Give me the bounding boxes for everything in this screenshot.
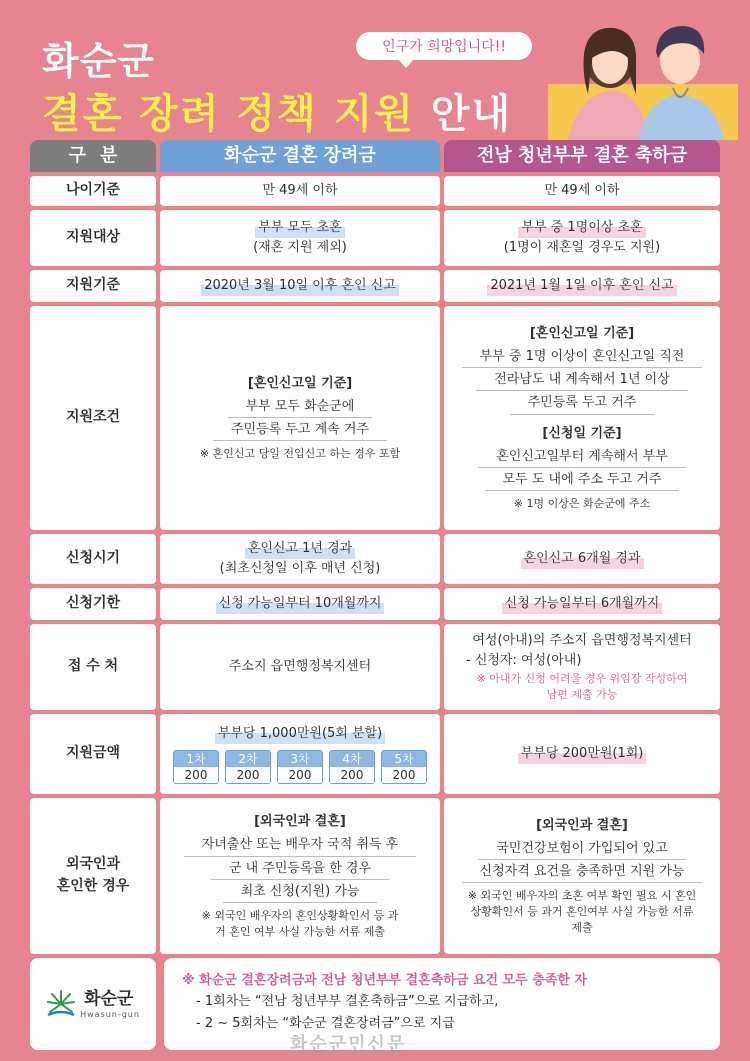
condition-col2-line2: 전라남도 내 계속해서 1년 이상 [476, 370, 688, 391]
row-label: 지원금액 [30, 714, 156, 794]
sunburst-logo-icon [46, 989, 76, 1019]
installment-number: 2차 [226, 751, 270, 767]
installment-value: 200 [278, 767, 322, 783]
target-col1 [160, 210, 440, 266]
timing-col1-line1: 혼인신고 1년 경과 [245, 539, 355, 559]
foreign-col1-line1: 자녀출산 또는 배우자 국적 취득 후 [184, 835, 416, 856]
table-row-foreign [30, 798, 720, 954]
installment-item [381, 750, 427, 784]
foreign-col2-subtitle: [외국인과 결혼] [536, 817, 628, 833]
amount-col1 [160, 714, 440, 794]
condition-col2-line3: 주민등록 두고 거주 [510, 393, 655, 414]
condition-col2-line1: 부부 중 1명 이상이 혼인신고일 직전 [462, 347, 703, 368]
foreign-col1-line2: 군 내 주민등록을 한 경우 [211, 859, 389, 880]
deadline-col2 [444, 588, 720, 620]
foreign-label-line1: 외국인과 [65, 856, 121, 873]
installment-number: 5차 [382, 751, 426, 767]
timing-col2-text: 혼인신고 6개월 경과 [521, 549, 644, 569]
header-col2: 전남 청년부부 결혼 축하금 [444, 140, 720, 172]
installment-item [173, 750, 219, 784]
condition-col1 [160, 306, 440, 530]
amount-col2 [444, 714, 720, 794]
target-col2 [444, 210, 720, 266]
deadline-col2-text: 신청 가능일부터 6개월까지 [502, 594, 663, 614]
criteria-col1-text: 2020년 3월 10일 이후 혼인 신고 [201, 276, 399, 296]
table-row-deadline [30, 588, 720, 620]
criteria-col1 [160, 270, 440, 302]
foreign-col1-line3: 최초 신청(지원) 가능 [223, 882, 378, 903]
foreign-col1-note: ※ 외국인 배우자의 혼인상황확인서 등 과거 혼인 여부 사실 가능한 서류 제출 [201, 908, 399, 938]
title-white-part: 안내 [430, 91, 513, 137]
table-row-office [30, 624, 720, 710]
couple-illustration [548, 14, 738, 140]
footer-note-line1: - 1회차는 “전남 청년부부 결혼축하금”으로 지급하고, [196, 994, 499, 1010]
target-col1-line1: 부부 모두 초혼 [255, 218, 345, 238]
office-col2-note: ※ 아내가 신청 어려울 경우 위임장 작성하여 남편 제출 가능 [476, 672, 688, 702]
office-col2 [444, 624, 720, 710]
table-row-condition [30, 306, 720, 530]
deadline-col1-text: 신청 가능일부터 10개월까지 [216, 594, 385, 614]
row-label: 나이기준 [30, 176, 156, 206]
criteria-col2 [444, 270, 720, 302]
footer-note-line2: - 2 ~ 5회차는 “화순군 결혼장려금”으로 지급 [196, 1015, 455, 1031]
condition-col2-subtitle2: [신청일 기준] [542, 425, 622, 441]
table-row-target [30, 210, 720, 266]
foreign-label-line2: 혼인한 경우 [56, 878, 130, 894]
table-row-amount [30, 714, 720, 794]
criteria-col2-text: 2021년 1월 1일 이후 혼인 신고 [487, 276, 676, 296]
row-label: 지원기준 [30, 270, 156, 302]
foreign-col2 [444, 798, 720, 954]
installment-value: 200 [174, 767, 218, 783]
row-label: 신청기한 [30, 588, 156, 620]
office-col2-line1: 여성(아내)의 주소지 읍면행정복지센터 [472, 632, 692, 648]
amount-col1-text: 부부당 1,000만원(5회 분할) [215, 724, 385, 744]
footer-note-box [164, 958, 720, 1050]
installment-number: 4차 [330, 751, 374, 767]
logo [30, 958, 156, 1050]
installment-value: 200 [226, 767, 270, 783]
row-label: 지원조건 [30, 306, 156, 530]
condition-col2-line5: 모두 도 내에 주소 두고 거주 [485, 470, 680, 491]
watermark-text: 화순군민신문 [290, 1034, 407, 1055]
condition-col2-subtitle1: [혼인신고일 기준] [529, 326, 635, 342]
installment-list [173, 750, 427, 784]
foreign-col1-subtitle: [외국인과 결혼] [254, 814, 346, 830]
condition-col2-note: ※ 1명 이상은 화순군에 주소 [513, 497, 651, 511]
office-col1: 주소지 읍면행정복지센터 [160, 624, 440, 710]
office-col2-line2: - 신청자: 여성(아내) [466, 653, 582, 669]
target-col1-line2: (재혼 지원 제외) [253, 240, 347, 255]
footer-note-title: ※ 화순군 결혼장려금과 전남 청년부부 결혼축하금 요건 모두 충족한 자 [182, 973, 587, 988]
row-label: 접 수 처 [30, 624, 156, 710]
foreign-col2-line2: 신청자격 요건을 충족하면 지원 가능 [462, 862, 703, 883]
condition-col2-line4: 혼인신고일부터 계속해서 부부 [478, 447, 686, 468]
installment-value: 200 [382, 767, 426, 783]
row-label: 신청시기 [30, 534, 156, 584]
foreign-col1 [160, 798, 440, 954]
logo-name: 화순군 [84, 989, 134, 1009]
timing-col2 [444, 534, 720, 584]
amount-col2-text: 부부당 200만원(1회) [518, 744, 647, 764]
installment-value: 200 [330, 767, 374, 783]
slogan-bubble: 인구가 희망입니다!! [356, 32, 532, 60]
target-col2-line2: (1명이 재혼일 경우도 지원) [503, 240, 661, 255]
table-row-criteria [30, 270, 720, 302]
age-col1: 만 49세 이하 [160, 176, 440, 206]
condition-col1-line1: 부부 모두 화순군에 [228, 397, 373, 418]
target-col2-line1: 부부 중 1명이상 초혼 [518, 218, 645, 238]
header-category: 구분 [30, 140, 156, 172]
table-row-timing [30, 534, 720, 584]
header-col1: 화순군 결혼 장려금 [160, 140, 440, 172]
timing-col1-line2: (최초신청일 이후 매년 신청) [219, 561, 381, 576]
page-title-line2 [42, 82, 512, 139]
installment-number: 3차 [278, 751, 322, 767]
foreign-col2-line1: 국민건강보험이 가입되어 있고 [478, 839, 686, 860]
title-yellow-part: 결혼 장려 정책 지원 [42, 91, 415, 137]
table-header-row [30, 140, 720, 172]
age-col2: 만 49세 이하 [444, 176, 720, 206]
installment-item [225, 750, 271, 784]
condition-col1-line2: 주민등록 두고 계속 거주 [213, 420, 387, 441]
installment-item [277, 750, 323, 784]
timing-col1 [160, 534, 440, 584]
installment-item [329, 750, 375, 784]
condition-col1-note: ※ 혼인신고 당일 전입신고 하는 경우 포함 [199, 447, 401, 461]
logo-english: Hwasun-gun [80, 1010, 140, 1019]
condition-col1-subtitle: [혼인신고일 기준] [247, 375, 353, 391]
foreign-col2-note: ※ 외국인 배우자의 초혼 여부 확인 필요 시 혼인상황확인서 등 과거 혼인여부 사실 가능한 서류 제출 [467, 889, 697, 935]
row-label [30, 798, 156, 954]
table-row-age [30, 176, 720, 206]
page-title-line1: 화순군 [42, 39, 156, 83]
row-label: 지원대상 [30, 210, 156, 266]
condition-col2 [444, 306, 720, 530]
installment-number: 1차 [174, 751, 218, 767]
deadline-col1 [160, 588, 440, 620]
